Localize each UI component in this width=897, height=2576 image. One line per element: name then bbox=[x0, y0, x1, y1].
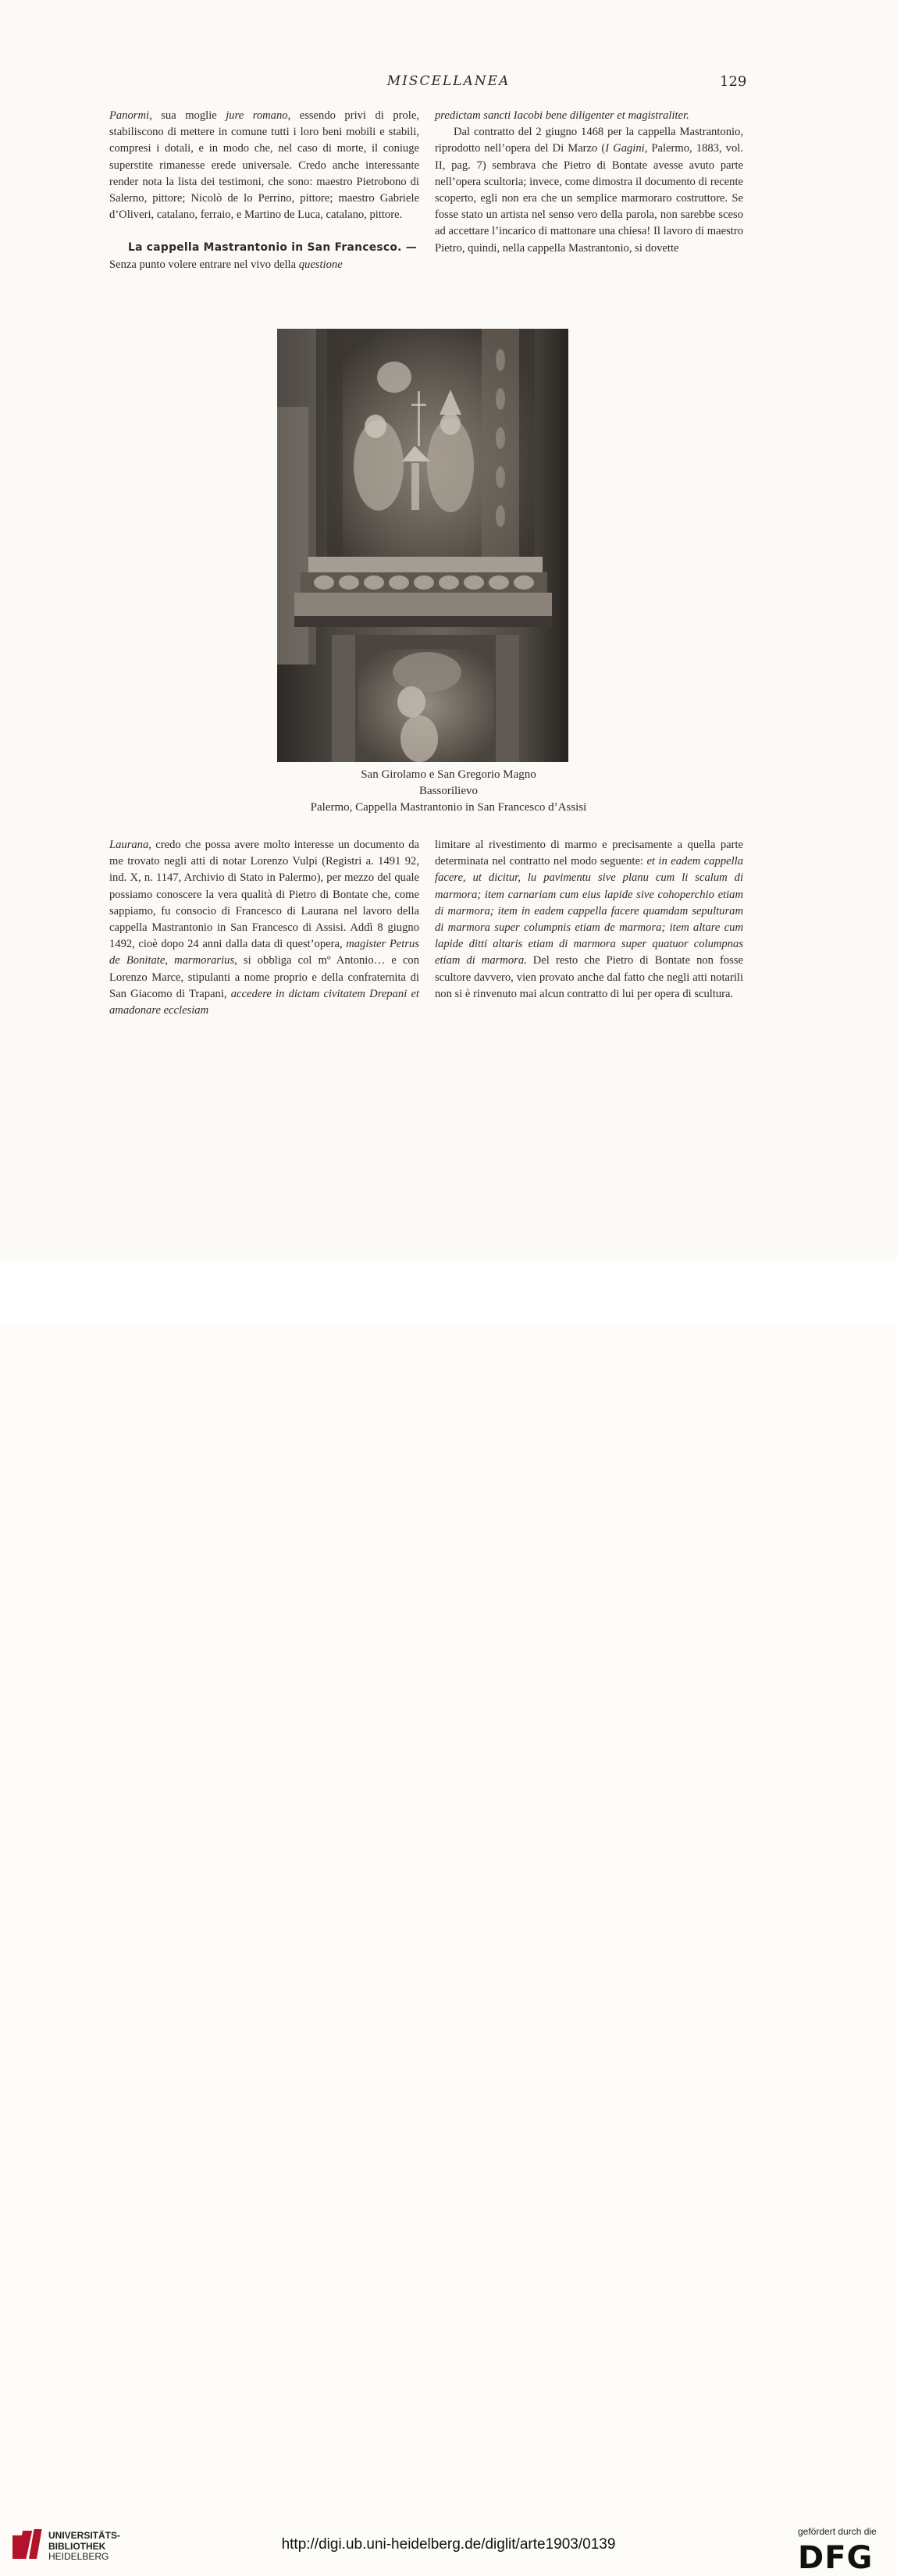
paragraph-laurana bbox=[109, 837, 419, 1019]
text-run: sua moglie bbox=[151, 109, 226, 122]
text-run: Dal contratto del 2 giugno 1468 per la cappella Mastrantonio, riprodotto nell’opera del Di Marzo ( bbox=[435, 126, 743, 155]
relief-photograph bbox=[277, 329, 568, 762]
text-run: magister Petrus de Bonitate, marmorarius, bbox=[109, 938, 419, 967]
text-run: accedere in dictam civitatem Drepani et amadonare ecclesiam bbox=[109, 987, 419, 1017]
text-run: jure romano, bbox=[226, 109, 291, 122]
page-number: 129 bbox=[720, 73, 747, 90]
text-run: Del resto che Pietro di Bontate non fosse scultore davvero, vien provato anche dal fatto che negli atti notarili non si è rinvenuto mai alcun contratto di lui per opera di scultura. bbox=[435, 954, 743, 1000]
left-column-top bbox=[109, 108, 419, 273]
text-run: Palermo, 1883, vol. II, pag. 7) sembrava che Pietro di Bontate avesse avuto parte nell’opera scultoria; invece, come dimostra il documento di recente scoperto, egli non era che un semplice marmoraro costruttore. Se fosse stato un artista nel senso vero della parola, non sarebbe sceso ad accettare l’incarico di mattonare una chiesa! Il lavoro di maestro Pietro, quindi, nella cappella Mastrantonio, si dovette bbox=[435, 142, 743, 255]
caption-title: San Girolamo e San Gregorio Magno bbox=[361, 768, 536, 781]
text-run: predictam sancti Iacobi bene diligenter et magistraliter. bbox=[435, 109, 689, 122]
text-run: I Gagini, bbox=[605, 142, 648, 155]
right-column-bottom bbox=[435, 837, 743, 1003]
caption-location: Palermo, Cappella Mastrantonio in San Francesco d’Assisi bbox=[310, 801, 587, 814]
section-heading: La cappella Mastrantonio in San Francesco. — bbox=[128, 241, 417, 255]
paragraph-limitare bbox=[435, 837, 743, 1003]
text-run: et in eadem cappella facere, ut dicitur, lu pavimentu sive planu cum li scalum di marmora; item carnariam cum eius lapide sive cohoperchio etiam di marmora; item in eadem cappella facere quamdam sepulturam di marmora super columpnis etiam de marmora; item altare cum lapide ditti altaris etiam di marmora super quatuor columpnas etiam di marmora. bbox=[435, 855, 743, 967]
digitization-footer bbox=[0, 1260, 897, 2576]
paragraph-testimoni bbox=[109, 108, 419, 223]
text-run: essendo privi di prole, stabiliscono di mettere in comune tutti i loro beni mobili e stabili, compresi i dotali, e in modo che, nel caso di morte, il coniuge superstite rimanesse erede universale. Credo anche interessante render nota la lista dei testimoni, che sono: maestro Pietrobono di Salerno, pittore; Nicolò de lo Perrino, pittore; maestro Gabriele d’Oliveri, catalano, ferraio, e Martino de Luca, catalano, pittore. bbox=[109, 109, 419, 222]
left-column-bottom bbox=[109, 837, 419, 1019]
caption-medium: Bassorilievo bbox=[419, 785, 478, 797]
section-heading-paragraph bbox=[109, 240, 419, 256]
text-run: Panormi, bbox=[109, 109, 152, 122]
paragraph-questione bbox=[109, 257, 419, 273]
paragraph-latin-predictam bbox=[435, 108, 743, 124]
sponsor-text: gefördert durch die bbox=[798, 2526, 877, 2537]
text-run: limitare al rivestimento di marmo e precisamente a quella parte determinata nel contratto nel modo seguente: bbox=[435, 839, 743, 868]
text-run: Senza punto volere entrare nel vivo della bbox=[109, 258, 299, 271]
running-header: MISCELLANEA bbox=[386, 73, 511, 89]
text-run: si obbliga col mº Antonio… e con Lorenzo Marce, stipulanti a nome proprio e della confraternita di San Giacomo di Trapani, bbox=[109, 954, 419, 1000]
relief-image bbox=[277, 329, 568, 762]
dfg-logo: DFG bbox=[798, 2540, 874, 2576]
text-run: credo che possa avere molto interesse un documento da me trovato negli atti di notar Lorenzo Vulpi (Registri a. 1491 92, ind. X, n. 1147, Archivio di Stato in Palermo), per mezzo del quale possiamo conoscere la vera qualità di Pietro di Bontate che, come sappiamo, fu consocio di Francesco di Laurana nel lavoro della cappella Mastrantonio in San Francesco di Assisi. Addì 8 giugno 1492, cioè dopo 24 anni dalla data di quest’opera, bbox=[109, 839, 419, 951]
text-run: Laurana, bbox=[109, 839, 151, 851]
digital-copy-link[interactable]: http://digi.ub.uni-heidelberg.de/diglit/arte1903/0139 bbox=[281, 2536, 616, 2553]
right-column-top bbox=[435, 108, 743, 257]
text-run: questione bbox=[298, 258, 343, 271]
university-library-name: UNIVERSITÄTS- BIBLIOTHEK HEIDELBERG bbox=[48, 2530, 121, 2562]
paragraph-contratto bbox=[435, 124, 743, 257]
